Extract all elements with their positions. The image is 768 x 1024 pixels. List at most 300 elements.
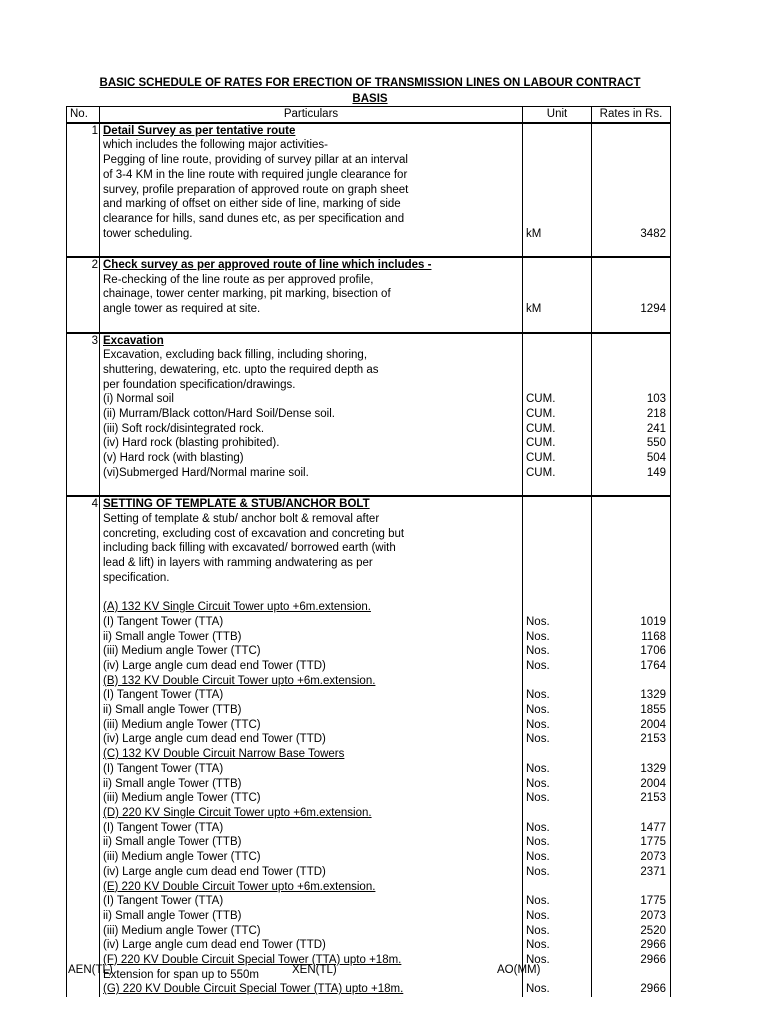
rate-cell: 2520	[592, 924, 671, 939]
item-number: 3	[67, 333, 100, 349]
particulars-cell: (C) 132 KV Double Circuit Narrow Base Towers	[100, 747, 523, 762]
item-number	[67, 153, 100, 168]
particulars-cell: (iii) Medium angle Tower (TTC)	[100, 850, 523, 865]
table-row	[67, 806, 671, 821]
item-number	[67, 850, 100, 865]
unit-cell	[523, 674, 592, 689]
unit-cell	[523, 747, 592, 762]
particulars-cell: per foundation specification/drawings.	[100, 378, 523, 393]
table-row	[67, 835, 671, 850]
rate-cell	[592, 968, 671, 983]
item-number	[67, 348, 100, 363]
unit-cell: Nos.	[523, 909, 592, 924]
rate-cell: 2371	[592, 865, 671, 880]
particulars-cell	[100, 241, 523, 257]
unit-cell	[523, 806, 592, 821]
table-row	[67, 718, 671, 733]
particulars-cell: (I) Tangent Tower (TTA)	[100, 894, 523, 909]
particulars-cell: ii) Small angle Tower (TTB)	[100, 703, 523, 718]
spacer-row	[67, 481, 671, 497]
rate-cell: 241	[592, 422, 671, 437]
rate-cell: 2073	[592, 850, 671, 865]
item-number	[67, 571, 100, 586]
unit-cell: Nos.	[523, 688, 592, 703]
table-row	[67, 644, 671, 659]
rate-schedule	[66, 106, 670, 997]
particulars-cell: tower scheduling.	[100, 227, 523, 242]
rate-cell	[592, 585, 671, 600]
table-body	[67, 123, 671, 997]
unit-cell	[523, 481, 592, 497]
unit-cell: Nos.	[523, 865, 592, 880]
particulars-cell: (iii) Soft rock/disintegrated rock.	[100, 422, 523, 437]
rate-cell	[592, 496, 671, 512]
unit-cell: CUM.	[523, 466, 592, 481]
unit-cell	[523, 123, 592, 139]
unit-cell: CUM.	[523, 407, 592, 422]
unit-cell	[523, 585, 592, 600]
item-number	[67, 287, 100, 302]
unit-cell: Nos.	[523, 953, 592, 968]
unit-cell: Nos.	[523, 924, 592, 939]
particulars-cell: which includes the following major activities-	[100, 138, 523, 153]
table-row	[67, 392, 671, 407]
particulars-cell: SETTING OF TEMPLATE & STUB/ANCHOR BOLT	[100, 496, 523, 512]
table-row	[67, 436, 671, 451]
rate-cell	[592, 806, 671, 821]
particulars-cell: (iv) Large angle cum dead end Tower (TTD)	[100, 732, 523, 747]
unit-cell	[523, 527, 592, 542]
item-number	[67, 747, 100, 762]
particulars-cell: (A) 132 KV Single Circuit Tower upto +6m.extension.	[100, 600, 523, 615]
item-number	[67, 241, 100, 257]
col-header-particulars: Particulars	[100, 107, 523, 123]
item-number	[67, 615, 100, 630]
item-number	[67, 527, 100, 542]
unit-cell	[523, 541, 592, 556]
item-number	[67, 466, 100, 481]
item-number	[67, 227, 100, 242]
item-number	[67, 953, 100, 968]
unit-cell	[523, 348, 592, 363]
rate-cell: 1168	[592, 630, 671, 645]
particulars-cell: (iv) Hard rock (blasting prohibited).	[100, 436, 523, 451]
section-row	[67, 496, 671, 512]
rate-cell	[592, 481, 671, 497]
item-number	[67, 363, 100, 378]
rate-cell	[592, 241, 671, 257]
particulars-cell: chainage, tower center marking, pit marking, bisection of	[100, 287, 523, 302]
table-row	[67, 630, 671, 645]
spacer-row	[67, 241, 671, 257]
particulars-cell: survey, profile preparation of approved route on graph sheet	[100, 183, 523, 198]
table-row	[67, 659, 671, 674]
particulars-cell: ii) Small angle Tower (TTB)	[100, 777, 523, 792]
particulars-cell: (iii) Medium angle Tower (TTC)	[100, 718, 523, 733]
item-number	[67, 982, 100, 997]
table-row	[67, 938, 671, 953]
unit-cell: Nos.	[523, 791, 592, 806]
title-line-2: BASIS	[352, 92, 388, 105]
table-row	[67, 777, 671, 792]
table-row	[67, 571, 671, 586]
unit-cell: Nos.	[523, 630, 592, 645]
rate-cell: 103	[592, 392, 671, 407]
item-number	[67, 273, 100, 288]
item-number	[67, 378, 100, 393]
item-number	[67, 392, 100, 407]
particulars-cell: (iii) Medium angle Tower (TTC)	[100, 791, 523, 806]
unit-cell	[523, 556, 592, 571]
unit-cell	[523, 183, 592, 198]
particulars-cell: (G) 220 KV Double Circuit Special Tower (TTA) upto +18m.	[100, 982, 523, 997]
item-number	[67, 302, 100, 317]
table-row	[67, 363, 671, 378]
rate-cell: 1764	[592, 659, 671, 674]
item-number	[67, 541, 100, 556]
unit-cell: Nos.	[523, 938, 592, 953]
table-row	[67, 600, 671, 615]
table-row	[67, 688, 671, 703]
table-row	[67, 968, 671, 983]
table-row	[67, 747, 671, 762]
rate-cell	[592, 527, 671, 542]
unit-cell: Nos.	[523, 850, 592, 865]
unit-cell	[523, 197, 592, 212]
item-number	[67, 909, 100, 924]
unit-cell	[523, 153, 592, 168]
particulars-cell: (vi)Submerged Hard/Normal marine soil.	[100, 466, 523, 481]
unit-cell	[523, 138, 592, 153]
particulars-cell: concreting, excluding cost of excavation and concreting but	[100, 527, 523, 542]
particulars-cell: ii) Small angle Tower (TTB)	[100, 835, 523, 850]
item-number	[67, 659, 100, 674]
item-number	[67, 865, 100, 880]
table-row	[67, 153, 671, 168]
rate-cell: 2004	[592, 718, 671, 733]
item-number	[67, 183, 100, 198]
table-row	[67, 302, 671, 317]
table-row	[67, 512, 671, 527]
table-row	[67, 541, 671, 556]
item-number	[67, 718, 100, 733]
col-header-unit: Unit	[523, 107, 592, 123]
table-row	[67, 422, 671, 437]
table-row	[67, 183, 671, 198]
particulars-cell: Excavation	[100, 333, 523, 349]
particulars-cell	[100, 585, 523, 600]
table-row	[67, 138, 671, 153]
unit-cell	[523, 333, 592, 349]
particulars-cell: (iv) Large angle cum dead end Tower (TTD)	[100, 659, 523, 674]
table-row	[67, 227, 671, 242]
rate-cell: 2966	[592, 982, 671, 997]
rate-cell: 149	[592, 466, 671, 481]
rate-cell	[592, 183, 671, 198]
unit-cell: kM	[523, 227, 592, 242]
unit-cell	[523, 241, 592, 257]
particulars-cell: (F) 220 KV Double Circuit Special Tower (TTA) upto +18m.	[100, 953, 523, 968]
particulars-cell: (I) Tangent Tower (TTA)	[100, 821, 523, 836]
particulars-cell: (i) Normal soil	[100, 392, 523, 407]
table-row	[67, 212, 671, 227]
col-header-no: No.	[67, 107, 100, 123]
table-row	[67, 982, 671, 997]
rate-cell: 1329	[592, 688, 671, 703]
rate-cell	[592, 123, 671, 139]
unit-cell: Nos.	[523, 982, 592, 997]
table-row	[67, 791, 671, 806]
table-row	[67, 556, 671, 571]
item-number	[67, 644, 100, 659]
rate-cell: 2153	[592, 732, 671, 747]
table-row	[67, 197, 671, 212]
particulars-cell: ii) Small angle Tower (TTB)	[100, 909, 523, 924]
particulars-cell: clearance for hills, sand dunes etc, as per specification and	[100, 212, 523, 227]
rate-cell	[592, 378, 671, 393]
unit-cell	[523, 168, 592, 183]
particulars-cell: Pegging of line route, providing of survey pillar at an interval	[100, 153, 523, 168]
table-row	[67, 880, 671, 895]
rate-cell	[592, 348, 671, 363]
rate-cell: 1775	[592, 894, 671, 909]
item-number	[67, 968, 100, 983]
item-number	[67, 924, 100, 939]
rate-cell: 1855	[592, 703, 671, 718]
particulars-cell: ii) Small angle Tower (TTB)	[100, 630, 523, 645]
table-row	[67, 615, 671, 630]
unit-cell	[523, 212, 592, 227]
table-row	[67, 378, 671, 393]
particulars-cell: (I) Tangent Tower (TTA)	[100, 762, 523, 777]
table-row	[67, 762, 671, 777]
particulars-cell: (E) 220 KV Double Circuit Tower upto +6m.extension.	[100, 880, 523, 895]
table-row	[67, 407, 671, 422]
spacer-row	[67, 317, 671, 333]
item-number	[67, 138, 100, 153]
rate-cell: 2004	[592, 777, 671, 792]
table-row	[67, 287, 671, 302]
item-number	[67, 703, 100, 718]
rate-cell	[592, 168, 671, 183]
unit-cell: Nos.	[523, 703, 592, 718]
item-number	[67, 762, 100, 777]
particulars-cell: Setting of template & stub/ anchor bolt & removal after	[100, 512, 523, 527]
unit-cell	[523, 363, 592, 378]
item-number: 4	[67, 496, 100, 512]
item-number	[67, 407, 100, 422]
item-number	[67, 791, 100, 806]
item-number	[67, 894, 100, 909]
unit-cell: Nos.	[523, 732, 592, 747]
rate-table	[66, 106, 671, 997]
item-number	[67, 630, 100, 645]
particulars-cell: (iv) Large angle cum dead end Tower (TTD)	[100, 865, 523, 880]
item-number: 2	[67, 257, 100, 273]
table-row	[67, 850, 671, 865]
unit-cell	[523, 968, 592, 983]
unit-cell: Nos.	[523, 821, 592, 836]
unit-cell: Nos.	[523, 718, 592, 733]
table-row	[67, 703, 671, 718]
unit-cell: Nos.	[523, 762, 592, 777]
unit-cell: Nos.	[523, 615, 592, 630]
rate-cell: 218	[592, 407, 671, 422]
particulars-cell: (B) 132 KV Double Circuit Tower upto +6m.extension.	[100, 674, 523, 689]
rate-cell	[592, 571, 671, 586]
table-row	[67, 865, 671, 880]
rate-cell	[592, 674, 671, 689]
particulars-cell: (iv) Large angle cum dead end Tower (TTD)	[100, 938, 523, 953]
particulars-cell: (I) Tangent Tower (TTA)	[100, 688, 523, 703]
item-number	[67, 938, 100, 953]
rate-cell	[592, 212, 671, 227]
item-number	[67, 556, 100, 571]
rate-cell	[592, 880, 671, 895]
title-line-1: BASIC SCHEDULE OF RATES FOR ERECTION OF TRANSMISSION LINES ON LABOUR CONTRACT	[99, 77, 641, 89]
table-row	[67, 273, 671, 288]
rate-cell	[592, 600, 671, 615]
particulars-cell: (iii) Medium angle Tower (TTC)	[100, 924, 523, 939]
document-title	[60, 76, 680, 107]
unit-cell	[523, 880, 592, 895]
unit-cell: Nos.	[523, 835, 592, 850]
unit-cell	[523, 600, 592, 615]
rate-cell	[592, 257, 671, 273]
item-number	[67, 835, 100, 850]
item-number	[67, 212, 100, 227]
item-number	[67, 777, 100, 792]
spacer-row	[67, 585, 671, 600]
item-number	[67, 451, 100, 466]
unit-cell	[523, 512, 592, 527]
footer-xen: XEN(TL)	[292, 964, 337, 976]
unit-cell: Nos.	[523, 777, 592, 792]
rate-cell	[592, 747, 671, 762]
particulars-cell: Detail Survey as per tentative route	[100, 123, 523, 139]
unit-cell: CUM.	[523, 392, 592, 407]
rate-cell: 504	[592, 451, 671, 466]
rate-cell	[592, 541, 671, 556]
rate-cell: 2966	[592, 953, 671, 968]
col-header-rates: Rates in Rs.	[592, 107, 671, 123]
unit-cell: CUM.	[523, 436, 592, 451]
unit-cell: CUM.	[523, 451, 592, 466]
rate-cell: 1477	[592, 821, 671, 836]
item-number	[67, 481, 100, 497]
item-number	[67, 512, 100, 527]
unit-cell: kM	[523, 302, 592, 317]
particulars-cell: Check survey as per approved route of line which includes -	[100, 257, 523, 273]
table-row	[67, 451, 671, 466]
item-number	[67, 600, 100, 615]
item-number: 1	[67, 123, 100, 139]
section-row	[67, 257, 671, 273]
unit-cell	[523, 273, 592, 288]
unit-cell: Nos.	[523, 894, 592, 909]
rate-cell: 2153	[592, 791, 671, 806]
particulars-cell: angle tower as required at site.	[100, 302, 523, 317]
item-number	[67, 732, 100, 747]
item-number	[67, 317, 100, 333]
unit-cell: CUM.	[523, 422, 592, 437]
particulars-cell	[100, 317, 523, 333]
item-number	[67, 436, 100, 451]
table-row	[67, 821, 671, 836]
rate-cell	[592, 512, 671, 527]
unit-cell: Nos.	[523, 659, 592, 674]
rate-cell	[592, 287, 671, 302]
section-row	[67, 123, 671, 139]
rate-cell	[592, 138, 671, 153]
header-row	[67, 107, 671, 123]
item-number	[67, 422, 100, 437]
rate-cell	[592, 197, 671, 212]
rate-cell: 1019	[592, 615, 671, 630]
footer-ao: AO(MM)	[497, 964, 541, 976]
particulars-cell: (I) Tangent Tower (TTA)	[100, 615, 523, 630]
item-number	[67, 674, 100, 689]
rate-cell	[592, 363, 671, 378]
rate-cell: 1294	[592, 302, 671, 317]
particulars-cell: shuttering, dewatering, etc. upto the required depth as	[100, 363, 523, 378]
item-number	[67, 168, 100, 183]
rate-cell: 2966	[592, 938, 671, 953]
particulars-cell: of 3-4 KM in the line route with required jungle clearance for	[100, 168, 523, 183]
item-number	[67, 821, 100, 836]
table-row	[67, 894, 671, 909]
unit-cell	[523, 496, 592, 512]
particulars-cell: (iii) Medium angle Tower (TTC)	[100, 644, 523, 659]
rate-cell: 1706	[592, 644, 671, 659]
particulars-cell: specification.	[100, 571, 523, 586]
rate-cell: 1775	[592, 835, 671, 850]
rate-cell: 2073	[592, 909, 671, 924]
footer-aen: AEN(TL)	[68, 964, 113, 976]
item-number	[67, 197, 100, 212]
table-row	[67, 527, 671, 542]
table-row	[67, 348, 671, 363]
unit-cell	[523, 287, 592, 302]
table-row	[67, 732, 671, 747]
particulars-cell: lead & lift) in layers with ramming andwatering as per	[100, 556, 523, 571]
unit-cell	[523, 257, 592, 273]
table-row	[67, 909, 671, 924]
table-row	[67, 924, 671, 939]
item-number	[67, 688, 100, 703]
rate-cell: 550	[592, 436, 671, 451]
rate-cell: 1329	[592, 762, 671, 777]
particulars-cell: including back filling with excavated/ borrowed earth (with	[100, 541, 523, 556]
rate-cell	[592, 153, 671, 168]
section-row	[67, 333, 671, 349]
particulars-cell: Excavation, excluding back filling, including shoring,	[100, 348, 523, 363]
particulars-cell: Extension for span up to 550m	[100, 968, 523, 983]
table-row	[67, 953, 671, 968]
item-number	[67, 585, 100, 600]
item-number	[67, 806, 100, 821]
particulars-cell: (ii) Murram/Black cotton/Hard Soil/Dense soil.	[100, 407, 523, 422]
unit-cell: Nos.	[523, 644, 592, 659]
rate-cell	[592, 556, 671, 571]
particulars-cell	[100, 481, 523, 497]
item-number	[67, 880, 100, 895]
particulars-cell: (D) 220 KV Single Circuit Tower upto +6m.extension.	[100, 806, 523, 821]
table-row	[67, 466, 671, 481]
rate-cell	[592, 333, 671, 349]
rate-cell	[592, 317, 671, 333]
rate-cell: 3482	[592, 227, 671, 242]
